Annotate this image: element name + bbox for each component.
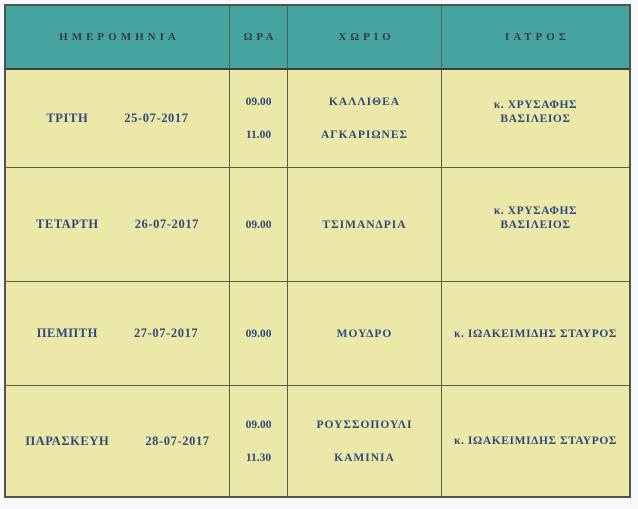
cell-date: [6, 282, 230, 385]
table-row: [6, 168, 629, 282]
day-label: ΠΑΡΑΣΚΕΥΗ: [25, 433, 110, 448]
header-label-time: ΩΡΑ: [243, 31, 278, 43]
cell-village: [288, 168, 442, 281]
cell-doctor: [442, 282, 629, 385]
schedule-table-body: [6, 70, 629, 496]
village-label: ΡΟΥΣΣΟΠΟΥΛΙ: [316, 418, 413, 431]
date-value: 27-07-2017: [133, 326, 199, 340]
village-label: ΤΣΙΜΑΝΔΡΙΑ: [322, 218, 407, 231]
doctor-name-line: ΒΑΣΙΛΕΙΟΣ: [500, 112, 571, 125]
doctor-name-line: κ. ΧΡΥΣΑΦΗΣ: [493, 98, 578, 111]
header-cell-date: [6, 6, 230, 68]
time-value: 09.00: [245, 418, 272, 431]
cell-doctor: [442, 386, 629, 496]
table-row: [6, 282, 629, 386]
cell-village: [288, 282, 442, 385]
header-cell-time: [230, 6, 288, 68]
time-value: 09.00: [245, 218, 272, 231]
day-label: ΤΡΙΤΗ: [46, 111, 89, 125]
time-value: 11.00: [245, 129, 272, 141]
date-value: 26-07-2017: [134, 217, 200, 231]
cell-time: [230, 282, 288, 385]
date-value: 25-07-2017: [124, 111, 189, 125]
village-label: ΜΟΥΔΡΟ: [336, 327, 393, 340]
cell-village: [288, 386, 442, 496]
time-value: 11.30: [245, 451, 272, 464]
table-row: [6, 386, 629, 496]
cell-date: [6, 70, 230, 167]
cell-doctor: [442, 70, 629, 167]
day-label: ΤΕΤΑΡΤΗ: [35, 217, 99, 231]
doctor-name-line: κ. ΙΩΑΚΕΙΜΙΔΗΣ ΣΤΑΥΡΟΣ: [454, 327, 617, 340]
cell-date: [6, 168, 230, 281]
time-value: 09.00: [245, 96, 272, 108]
header-label-doctor: ΙΑΤΡΟΣ: [505, 31, 570, 43]
cell-time: [230, 70, 288, 167]
village-label: ΚΑΛΛΙΘΕΑ: [328, 96, 401, 108]
doctor-name-line: κ. ΙΩΑΚΕΙΜΙΔΗΣ ΣΤΑΥΡΟΣ: [454, 435, 617, 447]
village-label: ΑΓΚΑΡΙΩΝΕΣ: [320, 129, 409, 141]
header-cell-doctor: [442, 6, 629, 68]
cell-time: [230, 168, 288, 281]
doctor-name-line: κ. ΧΡΥΣΑΦΗΣ: [493, 204, 578, 217]
cell-village: [288, 70, 442, 167]
cell-date: [6, 386, 230, 496]
time-value: 09.00: [245, 327, 272, 340]
header-label-date: ΗΜΕΡΟΜΗΝΙΑ: [59, 31, 180, 43]
doctor-name-line: ΒΑΣΙΛΕΙΟΣ: [500, 218, 571, 231]
village-label: ΚΑΜΙΝΙΑ: [334, 451, 395, 464]
date-value: 28-07-2017: [145, 433, 210, 448]
table-row: [6, 70, 629, 168]
table-header-row: [6, 6, 629, 70]
cell-time: [230, 386, 288, 496]
schedule-table: [4, 4, 631, 498]
cell-doctor: [442, 168, 629, 281]
header-cell-village: [288, 6, 442, 68]
day-label: ΠΕΜΠΤΗ: [36, 326, 98, 340]
header-label-village: ΧΩΡΙΟ: [338, 31, 395, 43]
